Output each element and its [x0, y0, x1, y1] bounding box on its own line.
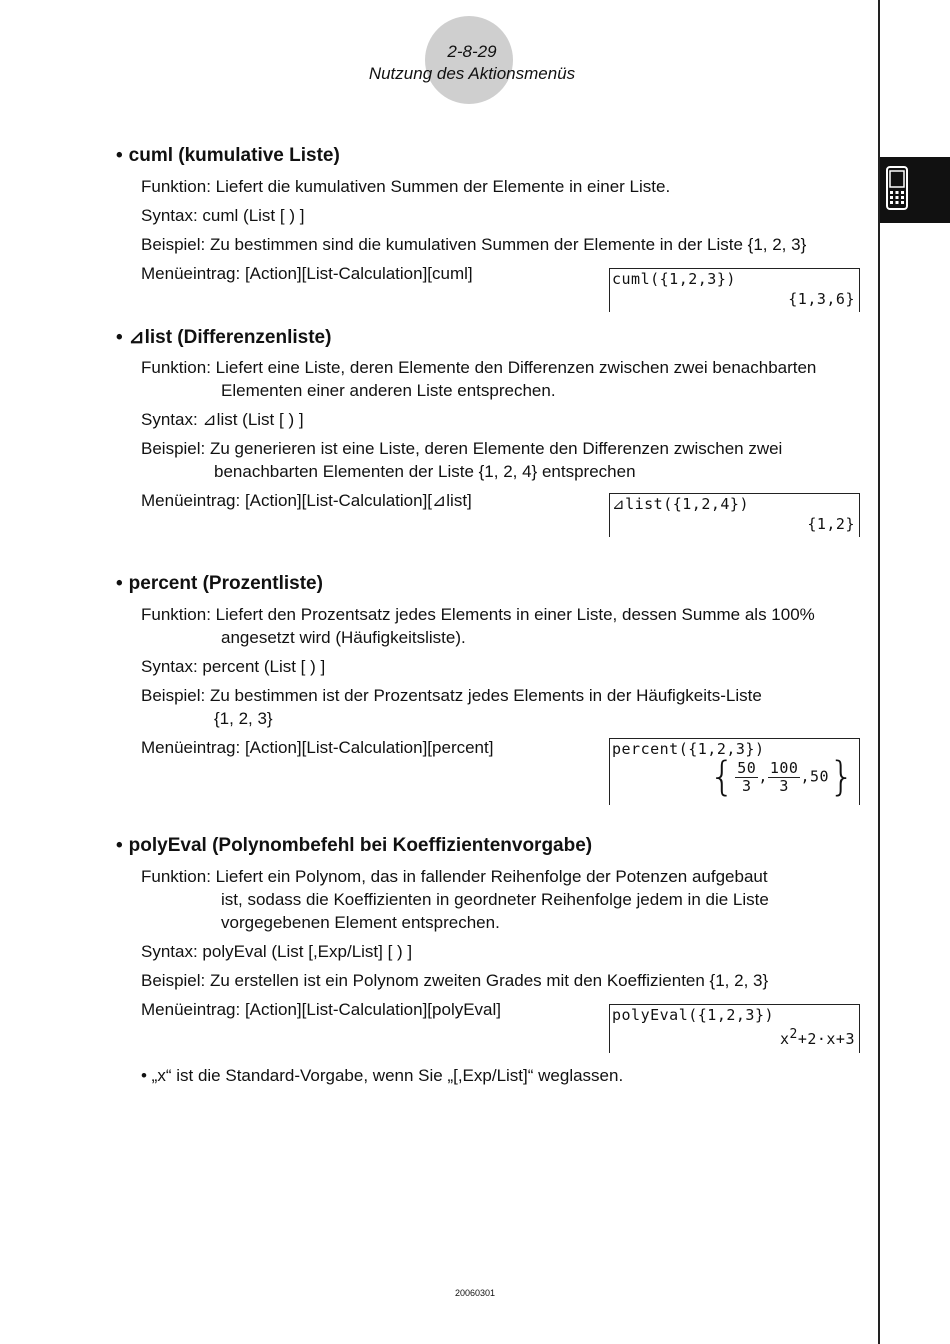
funktion-text: Funktion: Liefert die kumulativen Summen der Elemente in einer Liste. [141, 177, 671, 196]
calculator-screen [609, 1004, 860, 1053]
right-brace: } [829, 754, 855, 800]
bullet-icon: • [116, 327, 123, 348]
screen-output: $x^2+2\cdot x+3$ [779, 1027, 855, 1048]
section-heading: • cuml (kumulative Liste) [116, 145, 340, 166]
beispiel-text: Beispiel: Zu erstellen ist ein Polynom zweiten Grades mit den Koeffizienten {1, 2, 3} [141, 971, 769, 990]
section-heading: • percent (Prozentliste) [116, 573, 323, 594]
chapter-tab [880, 157, 950, 223]
section-heading: • polyEval (Polynombefehl bei Koeffizientenvorgabe) [116, 835, 593, 856]
menu-entry: Menüeintrag: [Action][List-Calculation][polyEval] [141, 1000, 502, 1019]
menu-entry: Menüeintrag: [Action][List-Calculation][percent] [141, 738, 494, 757]
left-brace: { [709, 754, 736, 800]
menu-entry: Menüeintrag: [Action][List-Calculation][⊿list] [141, 491, 472, 510]
syntax-text: Syntax: polyEval (List [,Exp/List] [ ) ] [141, 942, 413, 961]
calculator-screen [609, 268, 860, 312]
page-number: 2-8-29 [447, 42, 497, 61]
calculator-icon [886, 166, 908, 210]
fraction: $\frac{100}{3}$ [769, 758, 799, 795]
screen-input: cuml({1,2,3}) [612, 270, 736, 288]
funktion-text: Funktion: Liefert den Prozentsatz jedes Elements in einer Liste, dessen Summe als 100% angesetzt wird (Häufigkeitsliste). [141, 605, 815, 647]
bullet-icon: • [116, 145, 123, 166]
beispiel-text: Beispiel: Zu generieren ist eine Liste, deren Elemente den Differenzen zwischen zwei benachbarten Elementen der Liste {1, 2, 4} entsprechen [141, 439, 783, 481]
bullet-icon: • [116, 573, 123, 594]
syntax-text: Syntax: cuml (List [ ) ] [141, 206, 305, 225]
fraction: $\frac{50}{3}$ [737, 758, 757, 795]
screen-output: { $\frac{50}{3}$ , $\frac{100}{3}$ ,50} [709, 754, 855, 800]
page-title: Nutzung des Aktionsmenüs [368, 64, 576, 83]
calculator-screen [609, 738, 860, 805]
footer-code: 20060301 [454, 1288, 496, 1298]
screen-output: {1,3,6} [788, 290, 855, 308]
section-heading: • ⊿list (Differenzenliste) [116, 327, 332, 348]
calculator-screen [609, 493, 860, 537]
syntax-text: Syntax: percent (List [ ) ] [141, 657, 326, 676]
beispiel-text: Beispiel: Zu bestimmen ist der Prozentsatz jedes Elements in der Häufigkeits-Liste {1, 2, 3} [141, 686, 762, 728]
screen-output: {1,2} [807, 515, 855, 533]
screen-input: percent({1,2,3}) [612, 740, 765, 758]
funktion-text: Funktion: Liefert ein Polynom, das in fallender Reihenfolge der Potenzen aufgebaut ist, sodass die Koeffizienten in geordneter Reihenfolge jedem in die Liste vorgegebenen Element entsprechen. [141, 867, 769, 932]
screen-input: ⊿list({1,2,4}) [612, 495, 749, 513]
funktion-text: Funktion: Liefert eine Liste, deren Elemente den Differenzen zwischen zwei benachbarten Elementen einer anderen Liste entsprechen. [141, 358, 817, 400]
menu-entry: Menüeintrag: [Action][List-Calculation][cuml] [141, 264, 473, 283]
screen-input: polyEval({1,2,3}) [612, 1006, 775, 1024]
beispiel-text: Beispiel: Zu bestimmen sind die kumulativen Summen der Elemente in der Liste {1, 2, 3} [141, 235, 807, 254]
bullet-icon: • [116, 835, 123, 856]
syntax-text: Syntax: ⊿list (List [ ) ] [141, 410, 304, 429]
note-text: • „x“ ist die Standard-Vorgabe, wenn Sie „[,Exp/List]“ weglassen. [141, 1066, 624, 1085]
